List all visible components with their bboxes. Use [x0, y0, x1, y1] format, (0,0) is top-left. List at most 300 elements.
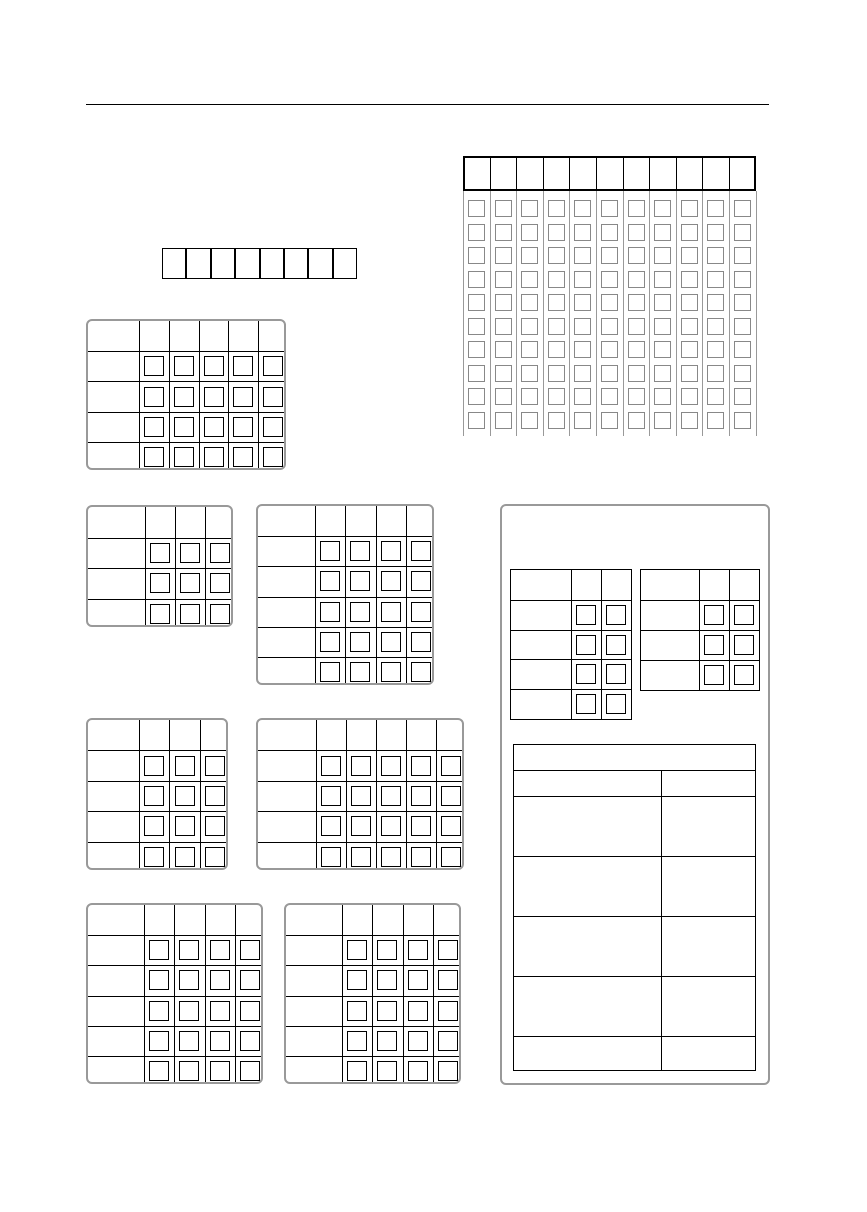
tally-checkbox[interactable] — [175, 847, 195, 867]
answer-checkbox[interactable] — [574, 341, 591, 358]
tally-checkbox[interactable] — [441, 756, 461, 776]
tally-checkbox[interactable] — [381, 662, 401, 682]
tally-checkbox[interactable] — [233, 447, 253, 467]
tally-checkbox[interactable] — [179, 1031, 199, 1051]
answer-checkbox[interactable] — [654, 412, 671, 429]
tally-checkbox[interactable] — [347, 1001, 367, 1021]
tally-checkbox[interactable] — [411, 541, 431, 561]
summary-col-divider — [661, 770, 662, 1071]
answer-checkbox[interactable] — [495, 365, 512, 382]
tally-checkbox[interactable] — [149, 970, 169, 990]
answer-checkbox[interactable] — [628, 271, 645, 288]
code-digit-cell[interactable] — [284, 248, 308, 279]
tally-checkbox[interactable] — [175, 816, 195, 836]
tally-label-divider — [145, 507, 146, 625]
answer-checkbox[interactable] — [628, 341, 645, 358]
tally-checkbox[interactable] — [408, 1061, 428, 1081]
answer-checkbox[interactable] — [521, 271, 538, 288]
tally-label-divider — [315, 506, 316, 683]
tally-checkbox[interactable] — [351, 756, 371, 776]
answer-checkbox[interactable] — [707, 247, 724, 264]
answer-checkbox[interactable] — [681, 200, 698, 217]
tally-col-divider — [175, 507, 176, 625]
answer-checkbox[interactable] — [521, 365, 538, 382]
answer-checkbox[interactable] — [628, 224, 645, 241]
code-digit-cell[interactable] — [333, 248, 357, 279]
answer-checkbox[interactable] — [548, 200, 565, 217]
answer-checkbox[interactable] — [628, 247, 645, 264]
tally-checkbox[interactable] — [351, 847, 371, 867]
tally-checkbox[interactable] — [320, 571, 340, 591]
answer-checkbox[interactable] — [734, 388, 751, 405]
tally-checkbox[interactable] — [606, 605, 626, 625]
answer-checkbox[interactable] — [468, 388, 485, 405]
answer-checkbox[interactable] — [734, 224, 751, 241]
tally-checkbox[interactable] — [144, 417, 164, 437]
tally-checkbox[interactable] — [381, 602, 401, 622]
tally-checkbox[interactable] — [150, 543, 170, 563]
tally-checkbox[interactable] — [606, 664, 626, 684]
tally-checkbox[interactable] — [408, 970, 428, 990]
answer-checkbox[interactable] — [521, 388, 538, 405]
answer-checkbox[interactable] — [548, 294, 565, 311]
answer-checkbox[interactable] — [681, 224, 698, 241]
tally-checkbox[interactable] — [377, 1031, 397, 1051]
tally-row-divider — [88, 538, 231, 539]
tally-checkbox[interactable] — [606, 694, 626, 714]
answer-checkbox[interactable] — [548, 365, 565, 382]
tally-checkbox[interactable] — [204, 417, 224, 437]
answer-checkbox[interactable] — [654, 318, 671, 335]
answer-checkbox[interactable] — [601, 318, 618, 335]
tally-checkbox[interactable] — [149, 1031, 169, 1051]
tally-checkbox[interactable] — [204, 356, 224, 376]
answer-checkbox[interactable] — [548, 318, 565, 335]
tally-checkbox[interactable] — [377, 1061, 397, 1081]
tally-checkbox[interactable] — [350, 602, 370, 622]
tally-checkbox[interactable] — [263, 417, 283, 437]
answer-checkbox[interactable] — [495, 247, 512, 264]
tally-checkbox[interactable] — [240, 1001, 260, 1021]
answer-checkbox[interactable] — [628, 365, 645, 382]
tally-checkbox[interactable] — [381, 541, 401, 561]
answer-checkbox[interactable] — [495, 318, 512, 335]
answer-checkbox[interactable] — [601, 294, 618, 311]
tally-col-divider — [433, 905, 434, 1082]
answer-checkbox[interactable] — [654, 365, 671, 382]
tally-checkbox[interactable] — [350, 571, 370, 591]
tally-checkbox[interactable] — [411, 632, 431, 652]
tally-checkbox[interactable] — [210, 970, 230, 990]
tally-row-divider — [88, 351, 284, 352]
tally-checkbox[interactable] — [210, 1061, 230, 1081]
tally-checkbox[interactable] — [144, 847, 164, 867]
tally-col-divider — [169, 321, 170, 468]
tally-checkbox[interactable] — [381, 571, 401, 591]
tally-checkbox[interactable] — [321, 786, 341, 806]
tally-col-divider — [406, 506, 407, 683]
answer-checkbox[interactable] — [574, 247, 591, 264]
answer-checkbox[interactable] — [734, 247, 751, 264]
tally-checkbox[interactable] — [320, 602, 340, 622]
tally-checkbox[interactable] — [381, 756, 401, 776]
tally-col-divider — [403, 905, 404, 1082]
tally-col-divider — [406, 720, 407, 868]
answer-grid-header — [463, 156, 756, 191]
tally-table — [284, 903, 461, 1084]
answer-checkbox[interactable] — [654, 388, 671, 405]
tally-checkbox[interactable] — [411, 756, 431, 776]
answer-checkbox[interactable] — [734, 318, 751, 335]
tally-checkbox[interactable] — [144, 356, 164, 376]
answer-checkbox[interactable] — [681, 412, 698, 429]
answer-checkbox[interactable] — [574, 271, 591, 288]
tally-checkbox[interactable] — [321, 816, 341, 836]
answer-checkbox[interactable] — [468, 294, 485, 311]
tally-checkbox[interactable] — [350, 632, 370, 652]
answer-checkbox[interactable] — [681, 365, 698, 382]
tally-checkbox[interactable] — [606, 635, 626, 655]
tally-checkbox[interactable] — [704, 635, 724, 655]
tally-checkbox[interactable] — [441, 816, 461, 836]
answer-checkbox[interactable] — [601, 388, 618, 405]
answer-checkbox[interactable] — [521, 294, 538, 311]
answer-checkbox[interactable] — [628, 318, 645, 335]
tally-row-divider — [88, 842, 226, 843]
answer-checkbox[interactable] — [468, 341, 485, 358]
answer-checkbox[interactable] — [734, 200, 751, 217]
answer-checkbox[interactable] — [681, 271, 698, 288]
tally-checkbox[interactable] — [144, 756, 164, 776]
answer-checkbox[interactable] — [654, 200, 671, 217]
tally-checkbox[interactable] — [411, 816, 431, 836]
answer-checkbox[interactable] — [628, 388, 645, 405]
tally-checkbox[interactable] — [179, 1001, 199, 1021]
tally-checkbox[interactable] — [408, 940, 428, 960]
tally-checkbox[interactable] — [347, 970, 367, 990]
answer-checkbox[interactable] — [601, 412, 618, 429]
answer-checkbox[interactable] — [521, 200, 538, 217]
tally-checkbox[interactable] — [441, 847, 461, 867]
answer-grid-header-divider — [490, 156, 491, 191]
answer-checkbox[interactable] — [521, 341, 538, 358]
tally-checkbox[interactable] — [205, 756, 225, 776]
answer-checkbox[interactable] — [521, 224, 538, 241]
tally-checkbox[interactable] — [210, 604, 230, 624]
answer-checkbox[interactable] — [628, 294, 645, 311]
tally-checkbox[interactable] — [321, 847, 341, 867]
answer-checkbox[interactable] — [654, 294, 671, 311]
tally-checkbox[interactable] — [233, 356, 253, 376]
answer-checkbox[interactable] — [601, 247, 618, 264]
answer-checkbox[interactable] — [601, 341, 618, 358]
tally-checkbox[interactable] — [438, 1031, 458, 1051]
tally-checkbox[interactable] — [350, 662, 370, 682]
tally-checkbox[interactable] — [149, 940, 169, 960]
summary-row-divider — [513, 1036, 756, 1037]
tally-checkbox[interactable] — [576, 694, 596, 714]
tally-checkbox[interactable] — [350, 541, 370, 561]
answer-checkbox[interactable] — [495, 341, 512, 358]
tally-checkbox[interactable] — [351, 816, 371, 836]
answer-checkbox[interactable] — [574, 388, 591, 405]
tally-checkbox[interactable] — [179, 1061, 199, 1081]
answer-checkbox[interactable] — [734, 294, 751, 311]
tally-col-divider — [199, 321, 200, 468]
tally-checkbox[interactable] — [377, 1001, 397, 1021]
tally-row-divider — [88, 750, 226, 751]
answer-grid — [463, 156, 756, 436]
code-digit-cell[interactable] — [260, 248, 284, 279]
code-digit-cell[interactable] — [235, 248, 259, 279]
answer-checkbox[interactable] — [468, 200, 485, 217]
tally-checkbox[interactable] — [438, 940, 458, 960]
tally-checkbox[interactable] — [576, 664, 596, 684]
answer-checkbox[interactable] — [468, 247, 485, 264]
tally-checkbox[interactable] — [438, 1001, 458, 1021]
answer-checkbox[interactable] — [654, 247, 671, 264]
tally-checkbox[interactable] — [411, 786, 431, 806]
answer-grid-header-divider — [569, 156, 570, 191]
answer-checkbox[interactable] — [548, 271, 565, 288]
answer-checkbox[interactable] — [628, 200, 645, 217]
tally-row-divider — [258, 781, 462, 782]
answer-checkbox[interactable] — [681, 388, 698, 405]
answer-checkbox[interactable] — [521, 412, 538, 429]
tally-checkbox[interactable] — [734, 665, 754, 685]
tally-checkbox[interactable] — [144, 816, 164, 836]
tally-checkbox[interactable] — [205, 786, 225, 806]
answer-checkbox[interactable] — [654, 224, 671, 241]
tally-row-divider — [88, 599, 231, 600]
tally-checkbox[interactable] — [263, 356, 283, 376]
tally-checkbox[interactable] — [180, 573, 200, 593]
answer-checkbox[interactable] — [601, 200, 618, 217]
tally-checkbox[interactable] — [438, 970, 458, 990]
answer-checkbox[interactable] — [468, 318, 485, 335]
tally-checkbox[interactable] — [240, 940, 260, 960]
answer-checkbox[interactable] — [468, 271, 485, 288]
answer-checkbox[interactable] — [707, 341, 724, 358]
tally-checkbox[interactable] — [144, 786, 164, 806]
answer-grid-header-divider — [543, 156, 544, 191]
answer-checkbox[interactable] — [548, 388, 565, 405]
answer-checkbox[interactable] — [707, 271, 724, 288]
tally-checkbox[interactable] — [174, 447, 194, 467]
code-digit-cell[interactable] — [308, 248, 332, 279]
tally-checkbox[interactable] — [240, 1061, 260, 1081]
answer-checkbox[interactable] — [468, 365, 485, 382]
answer-checkbox[interactable] — [495, 200, 512, 217]
answer-checkbox[interactable] — [495, 412, 512, 429]
tally-checkbox[interactable] — [320, 632, 340, 652]
answer-checkbox[interactable] — [601, 365, 618, 382]
summary-header-divider — [513, 770, 756, 771]
answer-checkbox[interactable] — [548, 247, 565, 264]
tally-checkbox[interactable] — [441, 786, 461, 806]
answer-checkbox[interactable] — [495, 271, 512, 288]
tally-checkbox[interactable] — [321, 756, 341, 776]
answer-checkbox[interactable] — [495, 224, 512, 241]
tally-checkbox[interactable] — [210, 543, 230, 563]
tally-checkbox[interactable] — [144, 447, 164, 467]
tally-checkbox[interactable] — [175, 786, 195, 806]
answer-checkbox[interactable] — [548, 341, 565, 358]
tally-checkbox[interactable] — [210, 940, 230, 960]
tally-checkbox[interactable] — [174, 417, 194, 437]
tally-checkbox[interactable] — [411, 847, 431, 867]
tally-checkbox[interactable] — [377, 940, 397, 960]
tally-table — [510, 569, 632, 720]
answer-checkbox[interactable] — [707, 365, 724, 382]
tally-checkbox[interactable] — [408, 1031, 428, 1051]
tally-col-divider — [228, 321, 229, 468]
answer-checkbox[interactable] — [601, 224, 618, 241]
tally-checkbox[interactable] — [179, 970, 199, 990]
tally-checkbox[interactable] — [175, 756, 195, 776]
tally-checkbox[interactable] — [150, 573, 170, 593]
tally-checkbox[interactable] — [180, 543, 200, 563]
tally-row-divider — [258, 811, 462, 812]
tally-checkbox[interactable] — [233, 387, 253, 407]
code-digit-cell[interactable] — [186, 248, 210, 279]
answer-checkbox[interactable] — [681, 247, 698, 264]
summary-row-divider — [513, 916, 756, 917]
answer-checkbox[interactable] — [601, 271, 618, 288]
tally-row-divider — [88, 781, 226, 782]
tally-checkbox[interactable] — [144, 387, 164, 407]
tally-checkbox[interactable] — [179, 940, 199, 960]
tally-checkbox[interactable] — [411, 602, 431, 622]
tally-checkbox[interactable] — [263, 447, 283, 467]
answer-checkbox[interactable] — [521, 318, 538, 335]
answer-checkbox[interactable] — [495, 294, 512, 311]
tally-checkbox[interactable] — [210, 1031, 230, 1051]
tally-col-divider — [174, 905, 175, 1082]
tally-checkbox[interactable] — [320, 541, 340, 561]
tally-checkbox[interactable] — [438, 1061, 458, 1081]
tally-checkbox[interactable] — [174, 356, 194, 376]
answer-checkbox[interactable] — [654, 271, 671, 288]
tally-col-divider — [376, 720, 377, 868]
answer-checkbox[interactable] — [681, 294, 698, 311]
tally-checkbox[interactable] — [204, 387, 224, 407]
tally-checkbox[interactable] — [347, 1061, 367, 1081]
answer-checkbox[interactable] — [574, 200, 591, 217]
tally-checkbox[interactable] — [408, 1001, 428, 1021]
tally-checkbox[interactable] — [320, 662, 340, 682]
answer-checkbox[interactable] — [681, 341, 698, 358]
tally-checkbox[interactable] — [381, 786, 401, 806]
answer-checkbox[interactable] — [707, 294, 724, 311]
answer-checkbox[interactable] — [574, 294, 591, 311]
tally-checkbox[interactable] — [377, 970, 397, 990]
answer-checkbox[interactable] — [707, 412, 724, 429]
answer-checkbox[interactable] — [628, 412, 645, 429]
answer-checkbox[interactable] — [521, 247, 538, 264]
tally-row-divider — [88, 568, 231, 569]
answer-checkbox[interactable] — [654, 341, 671, 358]
answer-checkbox[interactable] — [574, 365, 591, 382]
tally-col-divider — [729, 570, 730, 690]
tally-checkbox[interactable] — [205, 847, 225, 867]
tally-checkbox[interactable] — [204, 447, 224, 467]
tally-label-divider — [342, 905, 343, 1082]
tally-label-divider — [139, 720, 140, 868]
tally-col-divider — [169, 720, 170, 868]
tally-checkbox[interactable] — [233, 417, 253, 437]
answer-checkbox[interactable] — [734, 271, 751, 288]
tally-checkbox[interactable] — [174, 387, 194, 407]
answer-checkbox[interactable] — [495, 388, 512, 405]
answer-checkbox[interactable] — [734, 365, 751, 382]
answer-checkbox[interactable] — [707, 200, 724, 217]
tally-checkbox[interactable] — [411, 571, 431, 591]
tally-checkbox[interactable] — [704, 665, 724, 685]
tally-checkbox[interactable] — [576, 605, 596, 625]
tally-checkbox[interactable] — [347, 940, 367, 960]
answer-grid-column-line — [676, 191, 677, 436]
answer-checkbox[interactable] — [681, 318, 698, 335]
tally-checkbox[interactable] — [411, 662, 431, 682]
tally-checkbox[interactable] — [381, 816, 401, 836]
tally-checkbox[interactable] — [149, 1061, 169, 1081]
summary-row-divider — [513, 976, 756, 977]
tally-label-divider — [699, 570, 700, 690]
tally-row-divider — [88, 442, 284, 443]
tally-checkbox[interactable] — [351, 786, 371, 806]
answer-checkbox[interactable] — [734, 412, 751, 429]
tally-checkbox[interactable] — [734, 605, 754, 625]
answer-checkbox[interactable] — [574, 224, 591, 241]
tally-checkbox[interactable] — [210, 1001, 230, 1021]
answer-checkbox[interactable] — [574, 318, 591, 335]
tally-checkbox[interactable] — [381, 632, 401, 652]
tally-row-divider — [258, 842, 462, 843]
answer-checkbox[interactable] — [468, 224, 485, 241]
answer-grid-column-line — [543, 191, 544, 436]
tally-checkbox[interactable] — [576, 635, 596, 655]
answer-checkbox[interactable] — [468, 412, 485, 429]
tally-label-divider — [316, 720, 317, 868]
tally-checkbox[interactable] — [180, 604, 200, 624]
answer-grid-column-line — [623, 191, 624, 436]
tally-row-divider — [641, 660, 759, 661]
answer-checkbox[interactable] — [574, 412, 591, 429]
tally-checkbox[interactable] — [240, 970, 260, 990]
answer-checkbox[interactable] — [707, 318, 724, 335]
tally-checkbox[interactable] — [205, 816, 225, 836]
tally-checkbox[interactable] — [240, 1031, 260, 1051]
tally-table — [256, 718, 464, 870]
answer-checkbox[interactable] — [734, 341, 751, 358]
answer-checkbox[interactable] — [707, 224, 724, 241]
tally-checkbox[interactable] — [347, 1031, 367, 1051]
tally-checkbox[interactable] — [263, 387, 283, 407]
tally-checkbox[interactable] — [734, 635, 754, 655]
code-digit-cell[interactable] — [211, 248, 235, 279]
tally-checkbox[interactable] — [149, 1001, 169, 1021]
code-digit-cell[interactable] — [162, 248, 186, 279]
tally-checkbox[interactable] — [150, 604, 170, 624]
tally-checkbox[interactable] — [381, 847, 401, 867]
code-entry-box[interactable] — [162, 248, 357, 279]
answer-checkbox[interactable] — [707, 388, 724, 405]
answer-checkbox[interactable] — [548, 412, 565, 429]
tally-checkbox[interactable] — [210, 573, 230, 593]
answer-checkbox[interactable] — [548, 224, 565, 241]
tally-checkbox[interactable] — [704, 605, 724, 625]
